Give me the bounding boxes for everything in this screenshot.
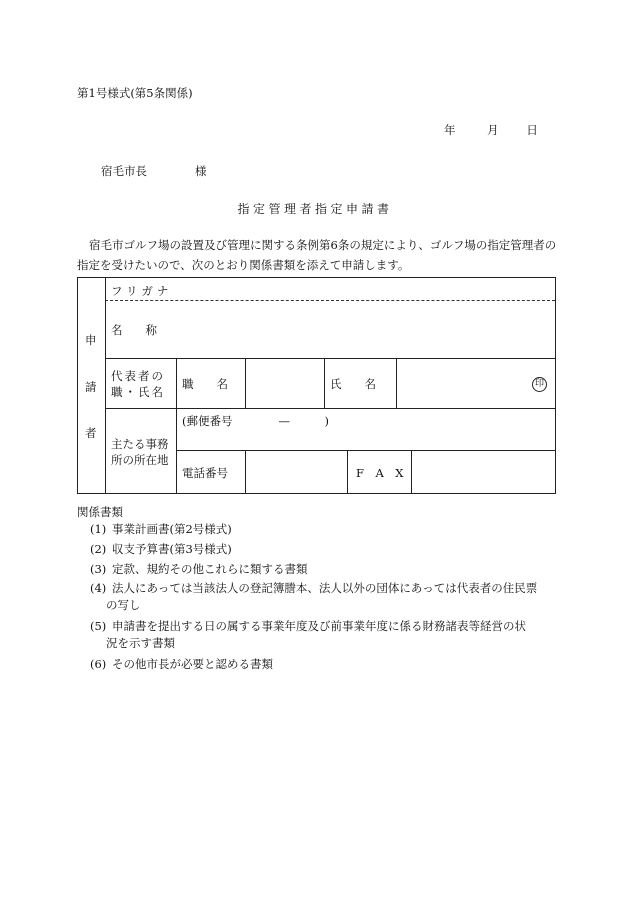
list-item: (2) 収支予算書(第3号様式) [90,542,232,556]
furigana-divider [105,300,555,301]
phone-label: 電話番号 [182,466,228,480]
seal-icon: 印 [532,377,547,392]
document-title: 指定管理者指定申請書 [237,202,393,216]
date-day: 日 [526,123,538,137]
list-item: (3) 定款、規約その他これらに類する書類 [90,562,308,576]
related-documents-heading: 関係書類 [77,505,123,519]
list-item: (4) 法人にあっては当該法人の登記簿謄本、法人以外の団体にあっては代表者の住民票 の写し [90,581,538,612]
rep-label-line2: 職・氏名 [111,385,165,399]
date-line [444,122,548,138]
date-month: 月 [487,123,499,137]
addressee-name: 宿毛市長 [101,164,147,178]
rep-label-line1: 代表者の [111,369,165,383]
honorific: 様 [195,164,207,178]
applicant-char: 請 [85,380,97,394]
addressee [101,163,207,179]
name-label: 名 称 [111,323,157,337]
furigana-label: フリガナ [111,284,173,298]
applicant-char: 申 [85,333,97,347]
title-label: 職 名 [182,377,228,391]
fax-label: F A X [356,466,404,480]
applicant-char: 者 [85,426,97,440]
form-number: 第1号様式(第5条関係) [77,86,193,100]
list-item: (5) 申請書を提出する日の属する事業年度及び前事業年度に係る財務諸表等経営の状 況を示す書類 [90,619,526,650]
office-label-line1: 主たる事務 [111,437,169,451]
seal-mark [532,375,547,392]
date-year: 年 [444,123,456,137]
intro-paragraph: 宿毛市ゴルフ場の設置及び管理に関する条例第6条の規定により、ゴルフ場の指定管理者の指定を受けたいので、次のとおり関係書類を添えて申請します。 [77,238,557,272]
list-item: (6) その他市長が必要と認める書類 [90,657,273,671]
list-item: (1) 事業計画書(第2号様式) [90,522,232,536]
office-label-line2: 所の所在地 [111,453,169,467]
postal-code: (郵便番号 — ) [182,414,329,428]
person-name-label: 氏 名 [330,377,376,391]
application-table [77,277,556,494]
